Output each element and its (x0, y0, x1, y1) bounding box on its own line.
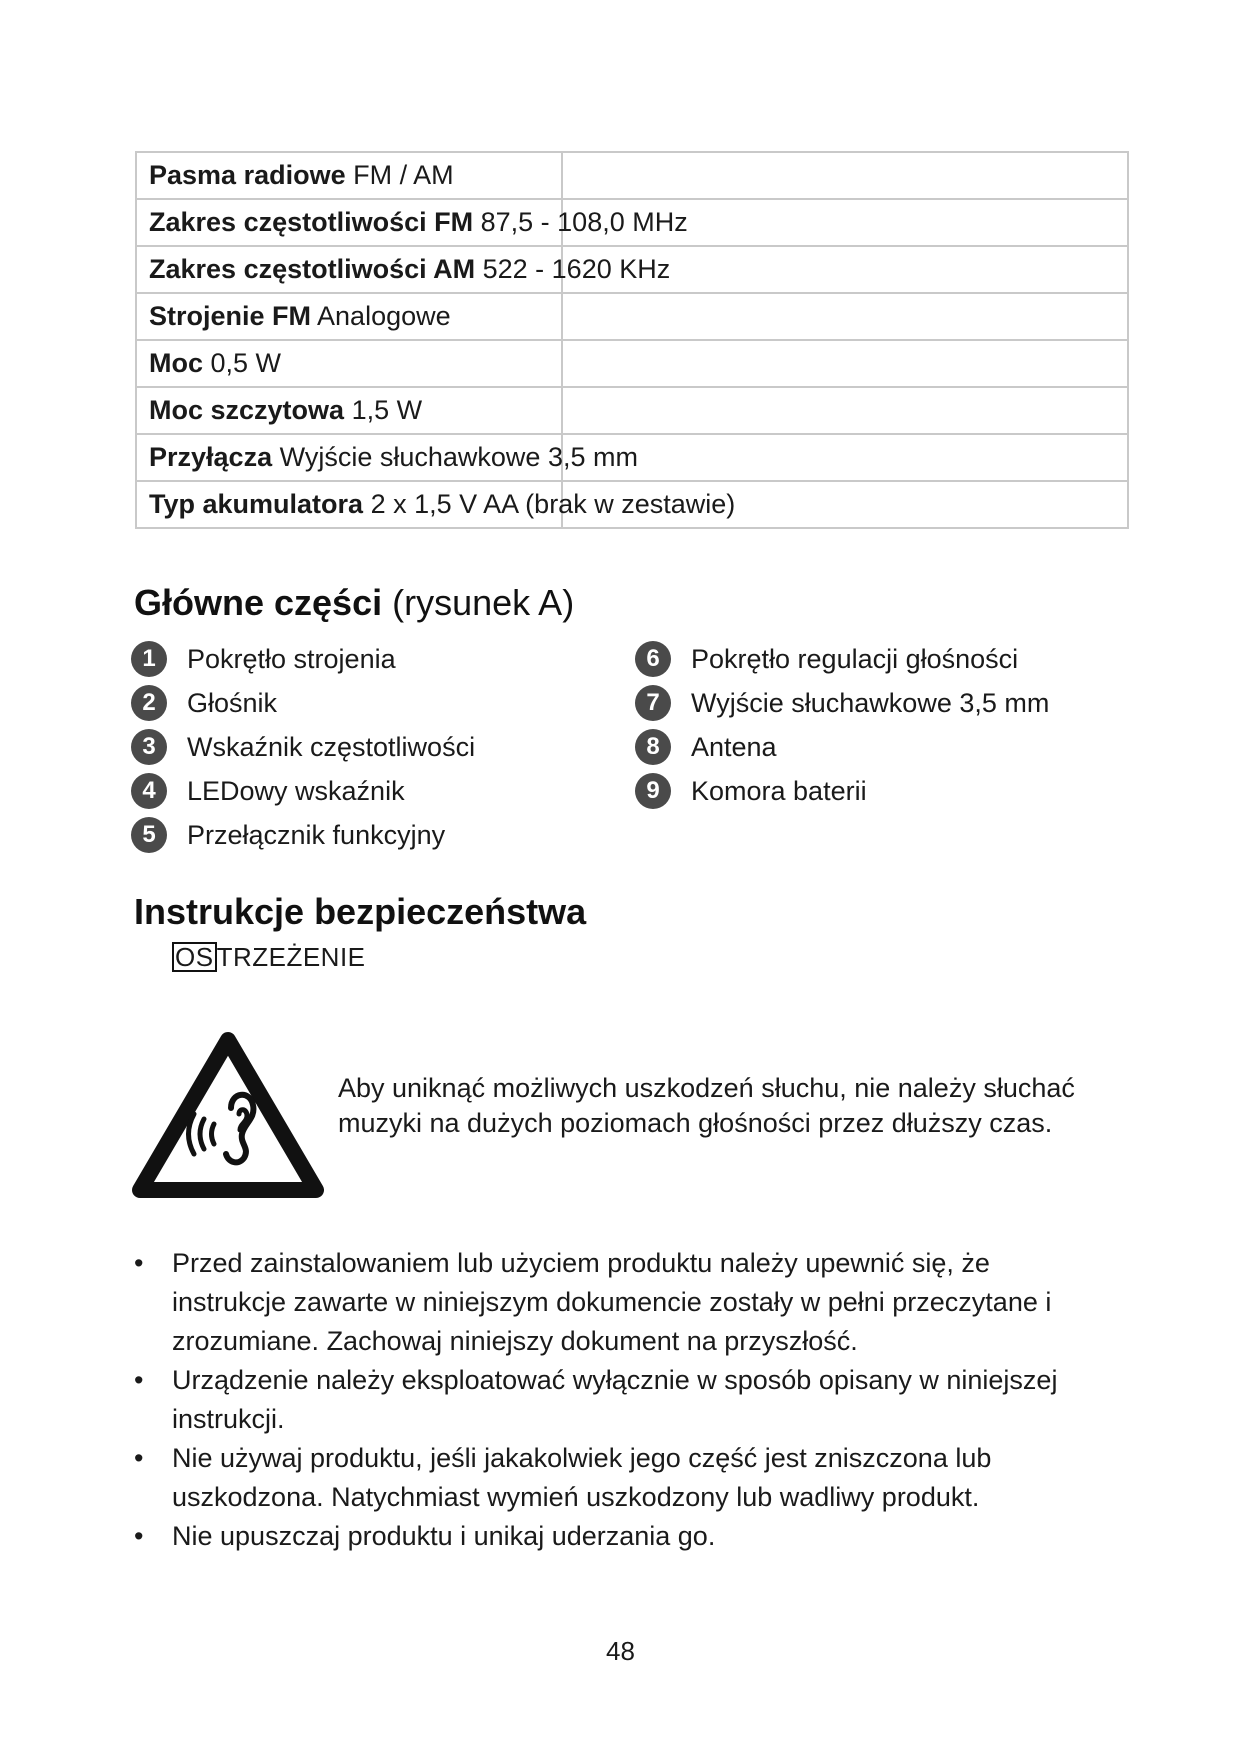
spec-row (136, 340, 1128, 387)
spec-label: Moc (149, 348, 203, 378)
spec-value: 522 - 1620 KHz (482, 254, 671, 284)
spec-label: Pasma radiowe (149, 160, 346, 190)
part-label: Głośnik (187, 687, 278, 718)
part-label: Komora baterii (691, 775, 867, 806)
part-number-badge: 4 (131, 773, 167, 809)
part-number-badge: 7 (635, 685, 671, 721)
spec-cell (136, 246, 671, 293)
spec-value: 2 x 1,5 V AA (brak w zestawie) (370, 489, 736, 519)
spec-row (136, 293, 1128, 340)
part-item (635, 725, 1049, 769)
spec-cell (136, 199, 688, 246)
parts-list-right (635, 637, 1049, 813)
spec-cell-empty (562, 340, 1128, 387)
part-item (635, 637, 1049, 681)
spec-label: Strojenie FM (149, 301, 312, 331)
spec-cell (136, 434, 638, 481)
spec-cell-empty (562, 152, 1128, 199)
part-item (635, 769, 1049, 813)
part-label: Przełącznik funkcyjny (187, 819, 446, 850)
spec-label: Typ akumulatora (149, 489, 364, 519)
spec-row (136, 246, 1128, 293)
safety-bullet-list (134, 1244, 1094, 1556)
list-item: • Nie upuszczaj produktu i unikaj uderzania go. (134, 1517, 1094, 1556)
part-number-badge: 5 (131, 817, 167, 853)
warning-word-boxed: OS (172, 942, 217, 972)
spec-value: Analogowe (317, 301, 451, 331)
part-label: Pokrętło regulacji głośności (691, 643, 1019, 674)
spec-cell (136, 340, 562, 387)
spec-value: FM / AM (353, 160, 454, 190)
spec-table (135, 151, 1129, 529)
warning-word-rest: TRZEŻENIE (216, 942, 366, 972)
part-item (131, 725, 475, 769)
spec-value: 1,5 W (351, 395, 423, 425)
list-item: • Nie używaj produktu, jeśli jakakolwiek jego część jest zniszczona lub uszkodzona. Natychmiast wymień uszkodzony lub wadliwy produkt. (134, 1439, 1094, 1517)
part-number-badge: 8 (635, 729, 671, 765)
spec-label: Moc szczytowa (149, 395, 345, 425)
spec-row (136, 152, 1128, 199)
part-item (131, 681, 475, 725)
spec-label: Zakres częstotliwości FM (149, 207, 474, 237)
warning-text: Aby uniknąć możliwych uszkodzeń słuchu, nie należy słuchać muzyki na dużych poziomach głośności przez dłuższy czas. (338, 1073, 1075, 1138)
part-item (635, 681, 1049, 725)
spec-cell (136, 152, 562, 199)
spec-row (136, 434, 1128, 481)
part-number-badge: 2 (131, 685, 167, 721)
part-item (131, 769, 475, 813)
spec-label: Zakres częstotliwości AM (149, 254, 476, 284)
part-label: Wskaźnik częstotliwości (187, 731, 476, 762)
parts-section-title (134, 582, 574, 624)
spec-cell-empty (562, 387, 1128, 434)
part-number-badge: 9 (635, 773, 671, 809)
part-item (131, 637, 475, 681)
spec-value: Wyjście słuchawkowe 3,5 mm (279, 442, 638, 472)
spec-label: Przyłącza (149, 442, 273, 472)
part-number-badge: 6 (635, 641, 671, 677)
parts-title-light: (rysunek A) (392, 582, 575, 623)
part-label: Pokrętło strojenia (187, 643, 396, 674)
spec-row (136, 481, 1128, 528)
spec-cell-empty (562, 434, 1128, 481)
warning-word (172, 942, 366, 973)
spec-value: 0,5 W (210, 348, 282, 378)
list-item: • Urządzenie należy eksploatować wyłącznie w sposób opisany w niniejszej instrukcji. (134, 1361, 1094, 1439)
spec-cell (136, 481, 736, 528)
part-label: Antena (691, 731, 777, 762)
page-number: 48 (606, 1636, 635, 1666)
spec-row (136, 199, 1128, 246)
spec-cell-empty (562, 293, 1128, 340)
list-item: • Przed zainstalowaniem lub użyciem produktu należy upewnić się, że instrukcje zawarte w niniejszym dokumencie zostały w pełni przeczytane i zrozumiane. Zachowaj niniejszy dokument na przyszłość. (134, 1244, 1094, 1361)
parts-list-left (131, 637, 475, 857)
part-number-badge: 1 (131, 641, 167, 677)
part-number-badge: 3 (131, 729, 167, 765)
spec-cell (136, 387, 562, 434)
part-label: LEDowy wskaźnik (187, 775, 405, 806)
hearing-hazard-warning-icon (132, 1030, 324, 1200)
part-label: Wyjście słuchawkowe 3,5 mm (691, 687, 1050, 718)
spec-value: 87,5 - 108,0 MHz (480, 207, 688, 237)
safety-section-title: Instrukcje bezpieczeństwa (134, 891, 587, 932)
part-item (131, 813, 475, 857)
spec-cell (136, 293, 562, 340)
spec-row (136, 387, 1128, 434)
parts-title-bold: Główne części (134, 582, 383, 623)
